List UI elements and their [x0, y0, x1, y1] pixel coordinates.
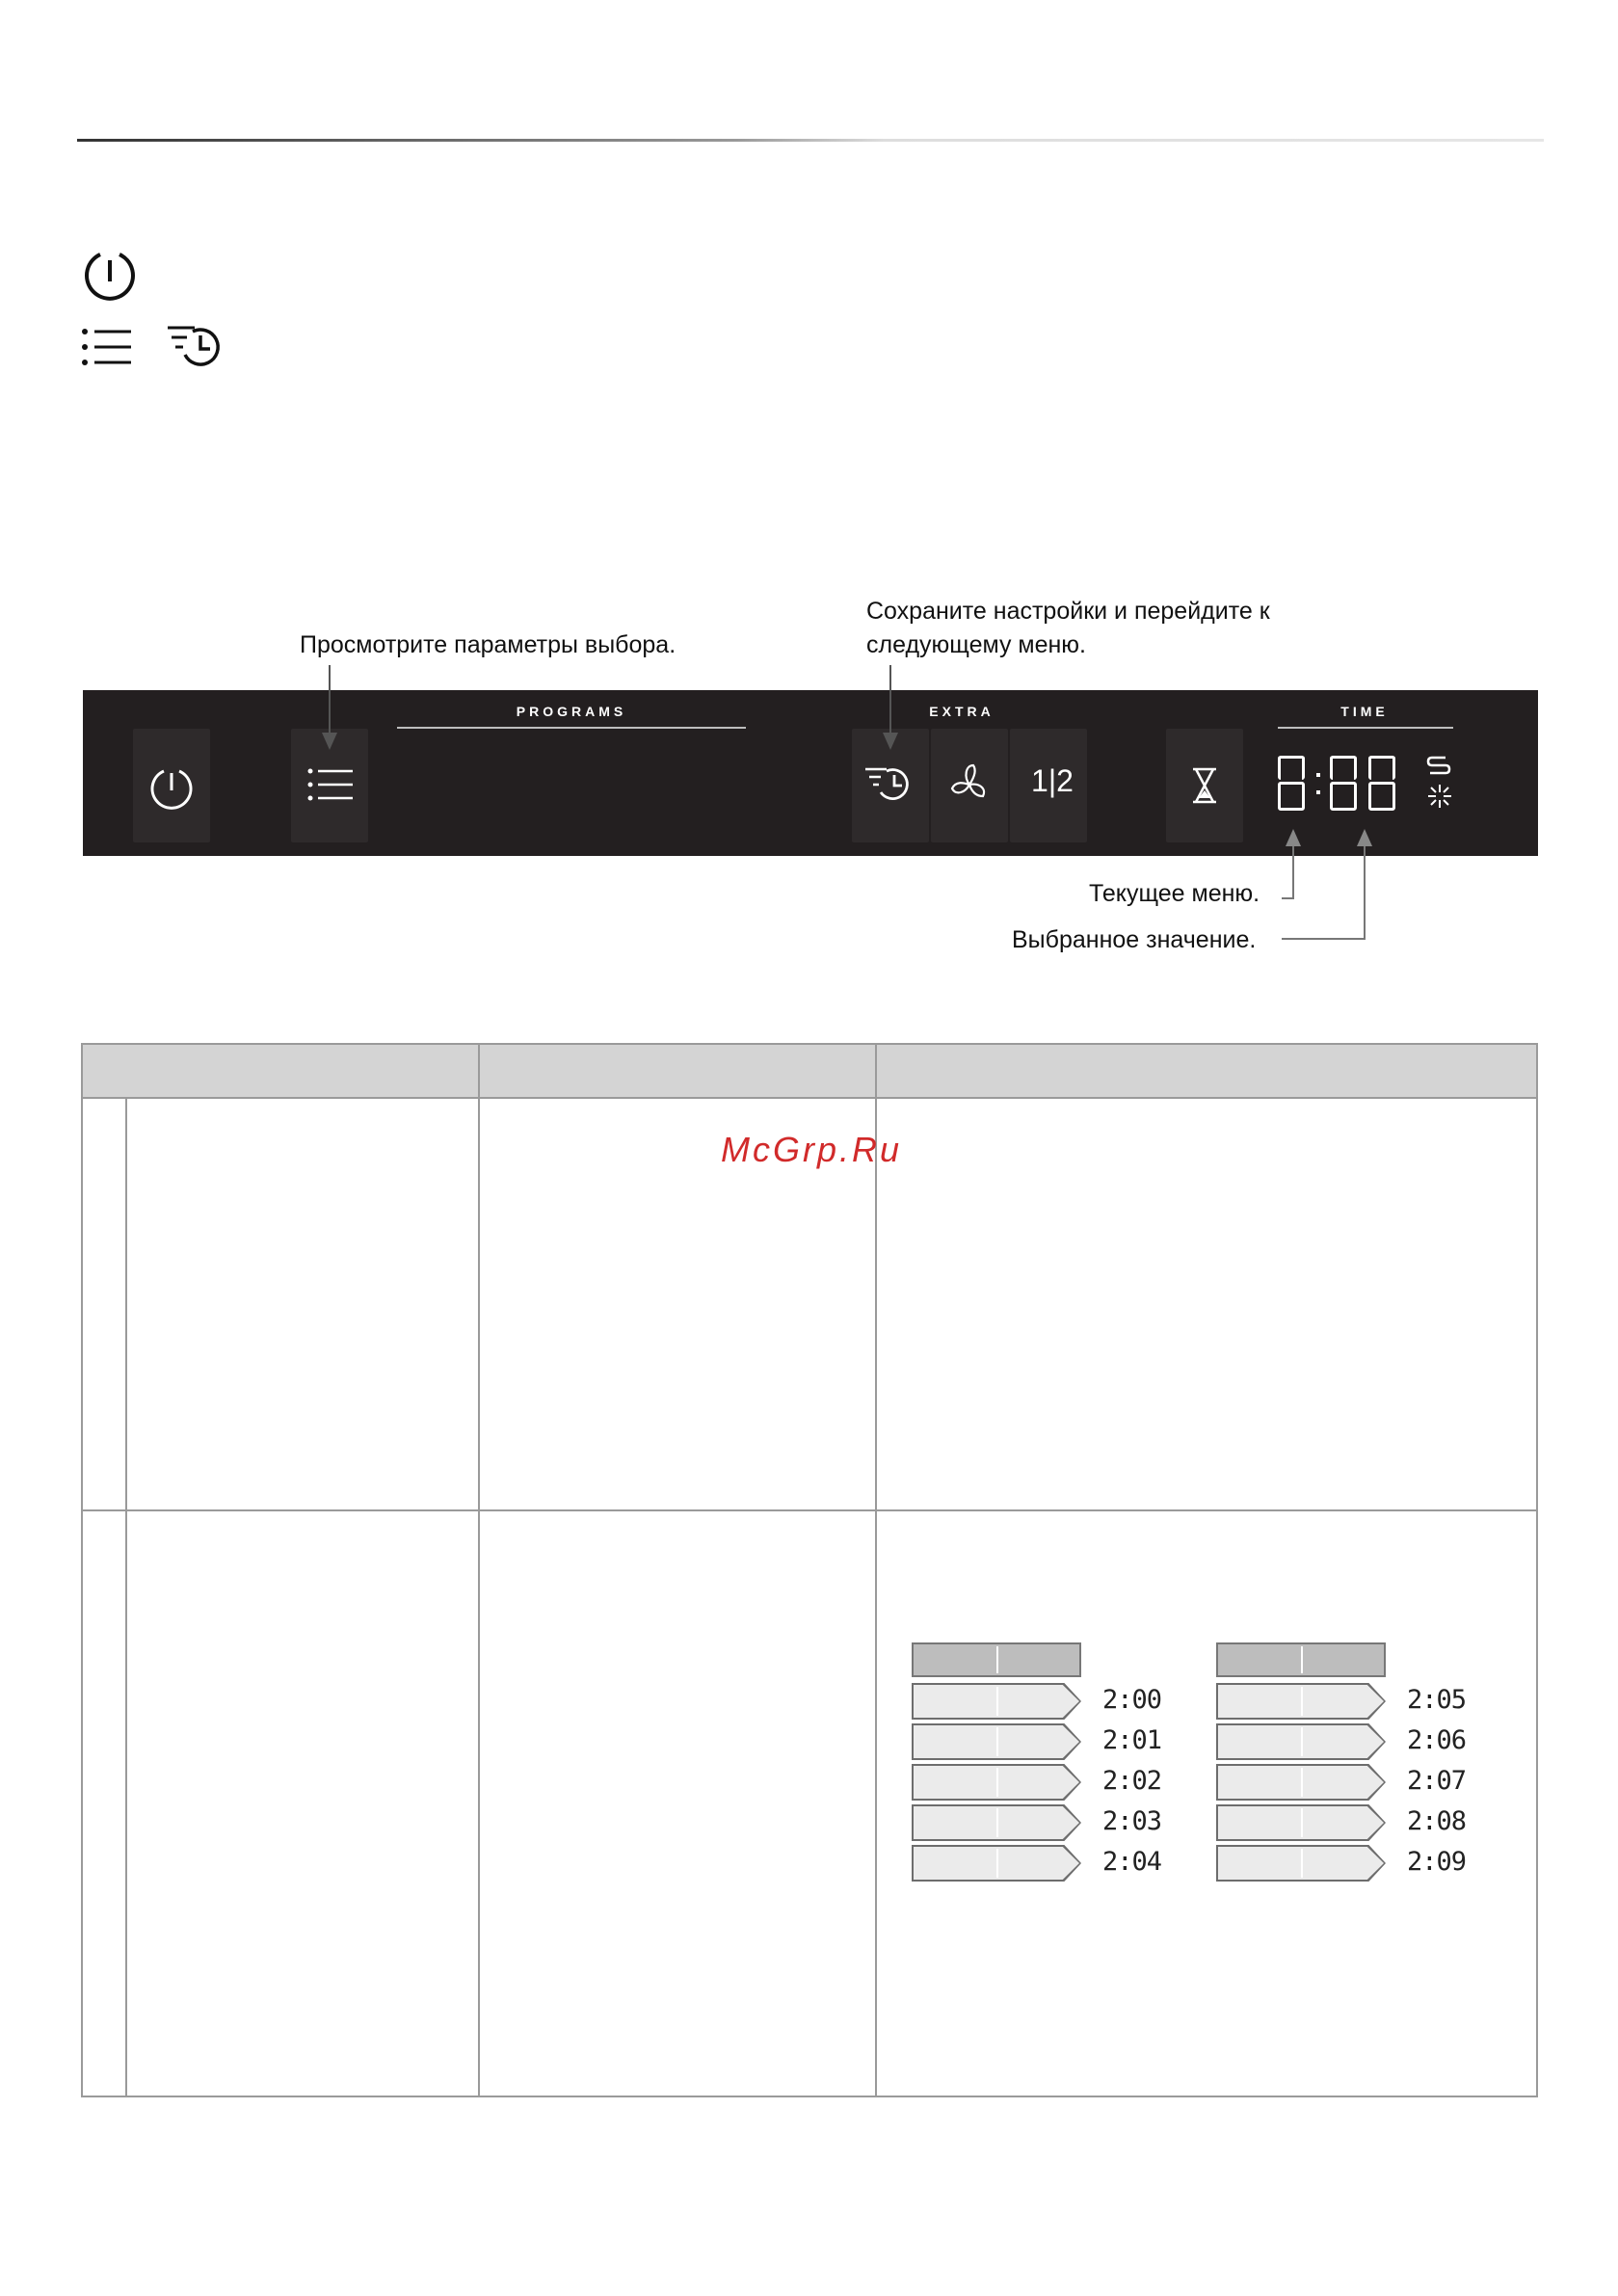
menu-value-label: 2:00	[1102, 1685, 1162, 1715]
table-cell	[82, 1098, 126, 1510]
table-cell	[876, 1098, 1537, 1510]
header-divider	[1301, 1646, 1303, 1673]
menu-value-label: 2:08	[1407, 1806, 1467, 1836]
half-load-label: 1|2	[1031, 763, 1074, 798]
table-cell	[126, 1098, 479, 1510]
extra-label: EXTRA	[929, 704, 995, 719]
menu-value-label: 2:06	[1407, 1725, 1467, 1755]
menu-value-row-divider	[996, 1808, 998, 1837]
menu-value-label: 2:02	[1102, 1766, 1162, 1796]
menu-value-row-divider	[996, 1768, 998, 1797]
menu-value-label: 2:05	[1407, 1685, 1467, 1715]
table-header-cell	[82, 1044, 479, 1098]
menu-value-row-divider	[996, 1687, 998, 1716]
menu-value-row-divider	[1301, 1808, 1303, 1837]
menu-value-label: 2:07	[1407, 1766, 1467, 1796]
annotation-save-next-2: следующему меню.	[866, 631, 1086, 658]
annotation-save-next-1: Сохраните настройки и перейдите к	[866, 598, 1270, 625]
menu-list-header-right	[1216, 1642, 1386, 1677]
menu-value-label: 2:09	[1407, 1847, 1467, 1877]
table-header-cell	[876, 1044, 1537, 1098]
table-cell	[876, 1510, 1537, 2096]
menu-value-row-divider	[1301, 1849, 1303, 1878]
table-row	[82, 1510, 1537, 2096]
menu-value-label: 2:03	[1102, 1806, 1162, 1836]
header-divider	[996, 1646, 998, 1673]
settings-table	[81, 1043, 1538, 2097]
menu-list-header-left	[912, 1642, 1081, 1677]
table-cell	[479, 1510, 876, 2096]
callout-arrows	[0, 0, 1618, 964]
menu-value-row-divider	[1301, 1727, 1303, 1756]
annotation-current-menu: Текущее меню.	[1089, 880, 1260, 907]
table-header-cell	[479, 1044, 876, 1098]
menu-value-row-divider	[996, 1727, 998, 1756]
programs-label: PROGRAMS	[516, 704, 627, 719]
time-label: TIME	[1340, 704, 1389, 719]
table-cell	[126, 1510, 479, 2096]
menu-value-label: 2:04	[1102, 1847, 1162, 1877]
menu-value-label: 2:01	[1102, 1725, 1162, 1755]
table-header-row	[82, 1044, 1537, 1098]
menu-value-row-divider	[1301, 1687, 1303, 1716]
watermark: McGrp.Ru	[721, 1130, 903, 1169]
annotation-selected-value: Выбранное значение.	[1012, 926, 1257, 953]
menu-value-row-divider	[996, 1849, 998, 1878]
menu-value-row-divider	[1301, 1768, 1303, 1797]
annotation-view-params: Просмотрите параметры выбора.	[300, 631, 676, 658]
table-cell	[82, 1510, 126, 2096]
